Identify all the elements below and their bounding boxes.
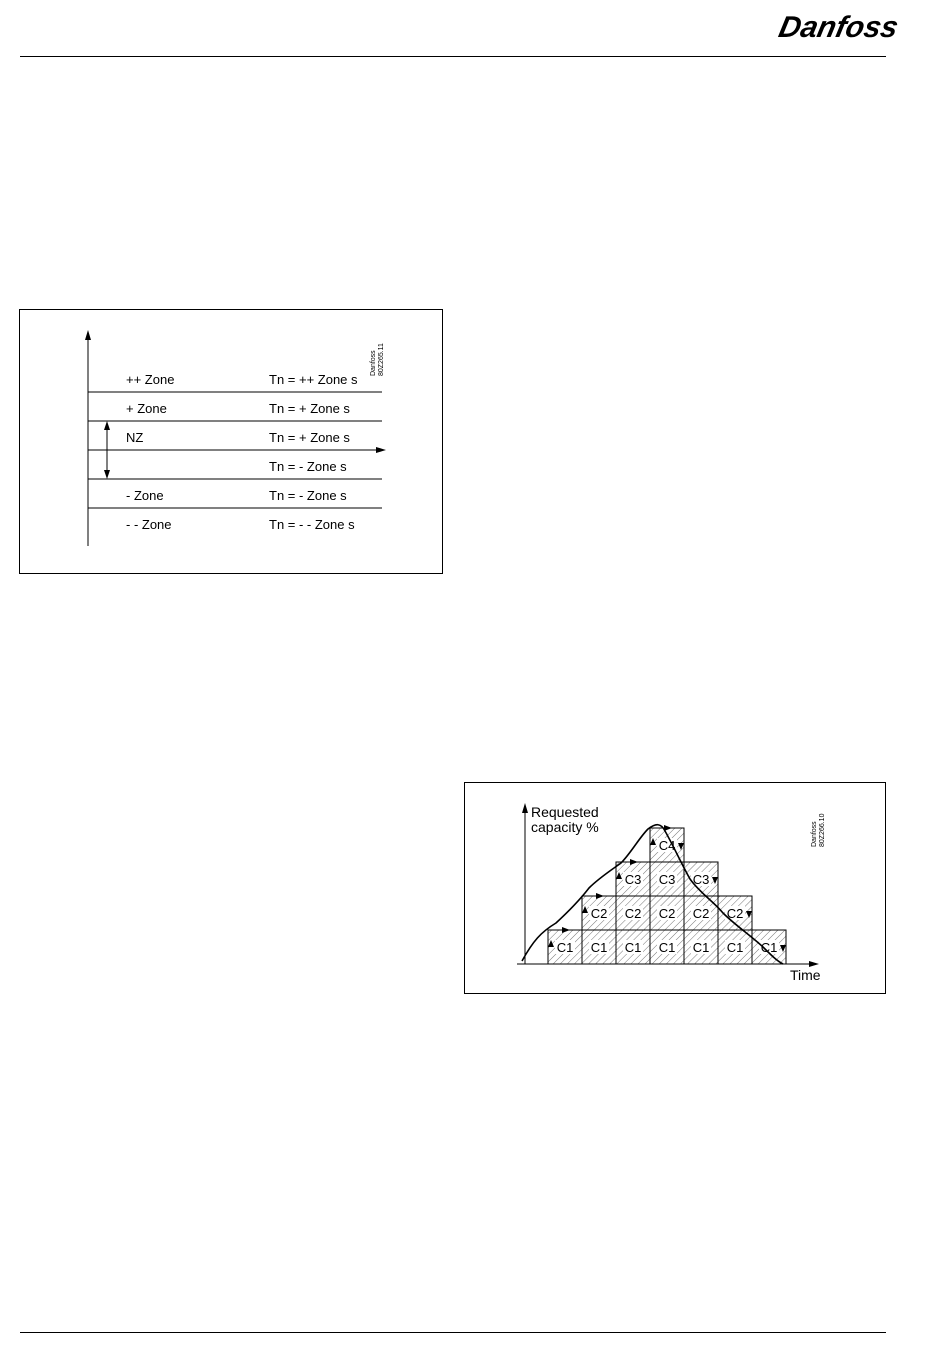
zone-name: ++ Zone bbox=[126, 372, 175, 387]
zone-tn: Tn = + Zone s bbox=[269, 430, 350, 445]
capacity-diagram-figure bbox=[464, 782, 886, 994]
reference-arrow-icon bbox=[376, 447, 386, 453]
nz-down-arrow-icon bbox=[104, 470, 110, 479]
capacity-block-label: C2 bbox=[624, 906, 642, 921]
y-axis-label: Requested bbox=[531, 804, 599, 820]
brand-wordmark: Danfoss bbox=[775, 11, 902, 44]
capacity-block-label: C2 bbox=[590, 906, 608, 921]
y-axis-arrow-icon bbox=[85, 330, 91, 340]
figure-code: Danfoss 80Z265.11 bbox=[370, 343, 385, 376]
y-axis-label: capacity % bbox=[531, 819, 599, 835]
figure-code: Danfoss 80Z266.10 bbox=[811, 813, 826, 847]
capacity-block-label: C4 bbox=[658, 838, 676, 853]
y-axis-arrow-icon bbox=[522, 803, 528, 813]
capacity-blocks bbox=[548, 828, 786, 964]
capacity-block-label: C1 bbox=[692, 940, 710, 955]
zone-name: + Zone bbox=[126, 401, 167, 416]
capacity-block-label: C1 bbox=[760, 940, 778, 955]
capacity-block-label: C3 bbox=[624, 872, 642, 887]
capacity-block-label: C1 bbox=[658, 940, 676, 955]
zone-tn: Tn = + Zone s bbox=[269, 401, 350, 416]
danfoss-logo bbox=[775, 6, 902, 46]
capacity-block-label: C1 bbox=[624, 940, 642, 955]
header-rule bbox=[20, 56, 886, 57]
capacity-block-label: C2 bbox=[726, 906, 744, 921]
zone-diagram-figure bbox=[19, 309, 443, 574]
capacity-block-label: C3 bbox=[658, 872, 676, 887]
nz-up-arrow-icon bbox=[104, 421, 110, 430]
zone-tn: Tn = ++ Zone s bbox=[269, 372, 358, 387]
capacity-block-label: C3 bbox=[692, 872, 710, 887]
zone-tn: Tn = - - Zone s bbox=[269, 517, 355, 532]
footer-rule bbox=[20, 1332, 886, 1333]
capacity-block-label: C2 bbox=[692, 906, 710, 921]
capacity-block-label: C1 bbox=[556, 940, 574, 955]
capacity-block-label: C2 bbox=[658, 906, 676, 921]
capacity-block-label: C1 bbox=[590, 940, 608, 955]
zone-tn: Tn = - Zone s bbox=[269, 459, 347, 474]
zone-tn: Tn = - Zone s bbox=[269, 488, 347, 503]
zone-name: - Zone bbox=[126, 488, 164, 503]
zone-name: - - Zone bbox=[126, 517, 172, 532]
capacity-block-label: C1 bbox=[726, 940, 744, 955]
zone-name: NZ bbox=[126, 430, 144, 445]
x-axis-label: Time bbox=[790, 967, 821, 983]
